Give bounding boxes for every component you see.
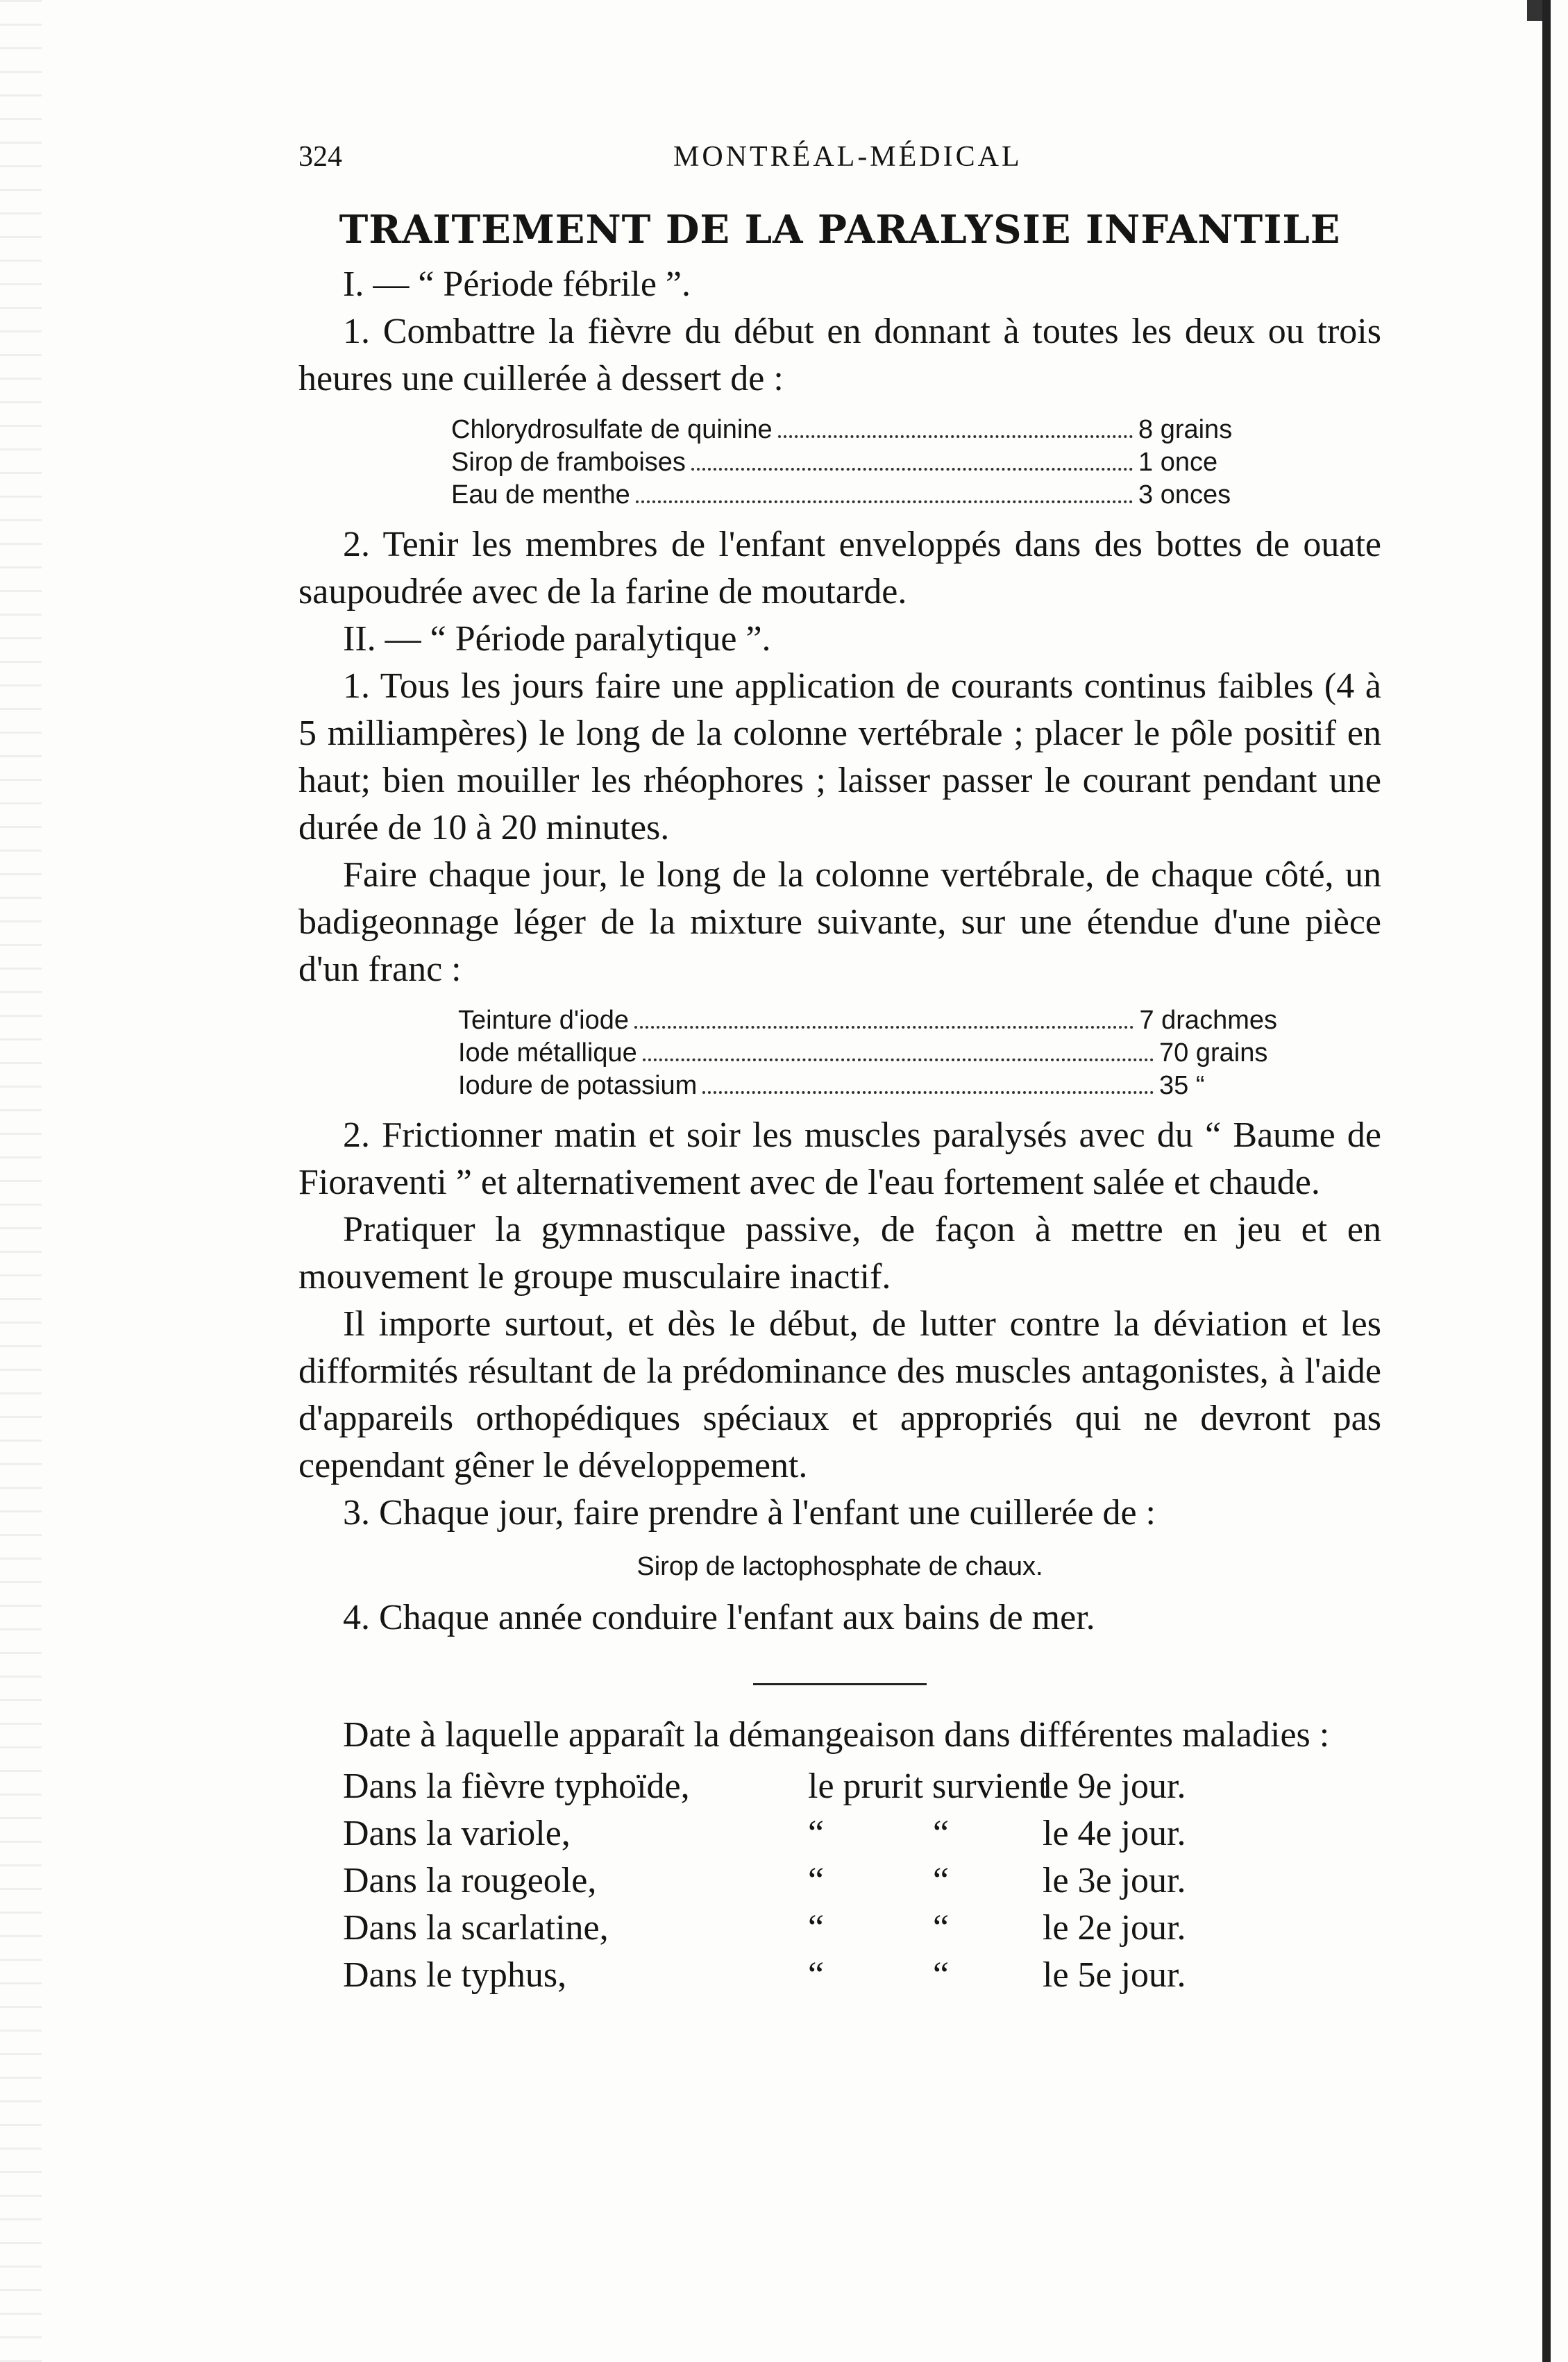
- scan-right-edge: [1542, 0, 1551, 2362]
- ingredient-quantity: 3 onces: [1138, 480, 1231, 509]
- prescription-line: [458, 1070, 1277, 1102]
- leader-dots: [636, 500, 1133, 503]
- ditto-mark: “: [933, 1908, 950, 1948]
- table-row: [343, 1857, 1381, 1905]
- scan-left-margin: [0, 0, 42, 2362]
- scan-right-mark: [1527, 0, 1542, 21]
- ingredient-quantity: 7 drachmes: [1139, 1006, 1277, 1035]
- leader-dots: [634, 1026, 1133, 1029]
- leader-dots: [643, 1058, 1154, 1061]
- section-2-item-2-orthopedics: Il importe surtout, et dès le début, de lutter contre la déviation et les difformités résultant de la prédominance des muscles antagonistes, à l'aide d'appareils orthopédiques spéciaux et appropriés qui ne devront pas cependant gêner le développement.: [298, 1304, 1381, 1485]
- ditto-mark: “: [808, 1814, 825, 1853]
- ingredient-name: Eau de menthe: [451, 480, 630, 509]
- table-row: [343, 1763, 1381, 1810]
- section-2-item-3-prescription: Sirop de lactophosphate de chaux.: [637, 1552, 1043, 1581]
- leader-dots: [691, 468, 1133, 471]
- onset-day: le 5e jour.: [1043, 1955, 1186, 1995]
- ingredient-name: Iodure de potassium: [458, 1071, 698, 1100]
- section-2-item-1: 1. Tous les jours faire une application de courants continus faibles (4 à 5 milliampères) le long de la colonne vertébrale ; placer le pôle positif en haut; bien mouiller les rhéophores ; laisser passer le courant pendant une durée de 10 à 20 minutes.: [298, 666, 1381, 847]
- section-1-item-1: 1. Combattre la fièvre du début en donnant à toutes les deux ou trois heures une cuillerée à dessert de :: [298, 312, 1381, 398]
- leader-dots: [702, 1091, 1154, 1094]
- pruritus-table: [343, 1763, 1381, 1999]
- leader-dots: [778, 435, 1133, 438]
- ingredient-name: Sirop de framboises: [451, 448, 686, 477]
- disease-name: Dans la variole,: [343, 1814, 571, 1853]
- prescription-line: [451, 479, 1256, 512]
- journal-title: MONTRÉAL-MÉDICAL: [673, 141, 1022, 173]
- table-row: [343, 1810, 1381, 1857]
- table-row: [343, 1905, 1381, 1952]
- ditto-mark: “: [808, 1955, 825, 1995]
- ditto-mark: “: [933, 1861, 950, 1900]
- running-header: [298, 132, 1381, 180]
- onset-day: le 4e jour.: [1043, 1814, 1186, 1853]
- ingredient-name: Chlorydrosulfate de quinine: [451, 415, 773, 444]
- prescription-line: [458, 1037, 1277, 1070]
- disease-name: Dans la fièvre typhoïde,: [343, 1766, 690, 1806]
- ingredient-quantity: 70 grains: [1159, 1038, 1268, 1068]
- article-title: TRAITEMENT DE LA PARALYSIE INFANTILE: [339, 207, 1341, 253]
- ditto-mark: “: [933, 1814, 950, 1853]
- onset-day: le 2e jour.: [1043, 1908, 1186, 1948]
- section-2-item-1-continued: Faire chaque jour, le long de la colonne vertébrale, de chaque côté, un badigeonnage léger de la mixture suivante, sur une étendue d'une pièce d'un franc :: [298, 855, 1381, 989]
- section-2-item-3: 3. Chaque jour, faire prendre à l'enfant une cuillerée de :: [343, 1493, 1156, 1533]
- section-2-item-2-gymnastics: Pratiquer la gymnastique passive, de façon à mettre en jeu et en mouvement le groupe musculaire inactif.: [298, 1210, 1381, 1297]
- onset-day: le 9e jour.: [1043, 1766, 1186, 1806]
- ingredient-quantity: 35 “: [1159, 1071, 1205, 1100]
- ingredient-quantity: 8 grains: [1138, 415, 1233, 444]
- onset-day: le 3e jour.: [1043, 1861, 1186, 1900]
- pruritus-intro: Date à laquelle apparaît la démangeaison dans différentes maladies :: [343, 1715, 1330, 1755]
- ingredient-quantity: 1 once: [1138, 448, 1218, 477]
- onset-verb: le prurit survient: [808, 1766, 1049, 1806]
- section-separator: [753, 1683, 927, 1685]
- section-1-item-2: 2. Tenir les membres de l'enfant enveloppés dans des bottes de ouate saupoudrée avec de la farine de moutarde.: [298, 525, 1381, 611]
- prescription-2: [458, 1004, 1277, 1102]
- table-row: [343, 1952, 1381, 1999]
- disease-name: Dans la scarlatine,: [343, 1908, 609, 1948]
- section-2-item-2: 2. Frictionner matin et soir les muscles paralysés avec du “ Baume de Fioraventi ” et alternativement avec de l'eau fortement salée et chaude.: [298, 1115, 1381, 1202]
- prescription-line: [451, 446, 1256, 479]
- ingredient-name: Iode métallique: [458, 1038, 637, 1068]
- prescription-line: [451, 414, 1256, 446]
- section-2-item-4: 4. Chaque année conduire l'enfant aux bains de mer.: [343, 1598, 1095, 1637]
- prescription-1: [451, 414, 1256, 512]
- ingredient-name: Teinture d'iode: [458, 1006, 629, 1035]
- ditto-mark: “: [808, 1861, 825, 1900]
- prescription-line: [458, 1004, 1277, 1037]
- ditto-mark: “: [933, 1955, 950, 1995]
- page: [298, 132, 1381, 1999]
- section-1-heading: I. — “ Période fébrile ”.: [343, 264, 691, 304]
- section-2-heading: II. — “ Période paralytique ”.: [343, 619, 771, 659]
- disease-name: Dans la rougeole,: [343, 1861, 597, 1900]
- disease-name: Dans le typhus,: [343, 1955, 567, 1995]
- ditto-mark: “: [808, 1908, 825, 1948]
- page-number: 324: [298, 141, 342, 173]
